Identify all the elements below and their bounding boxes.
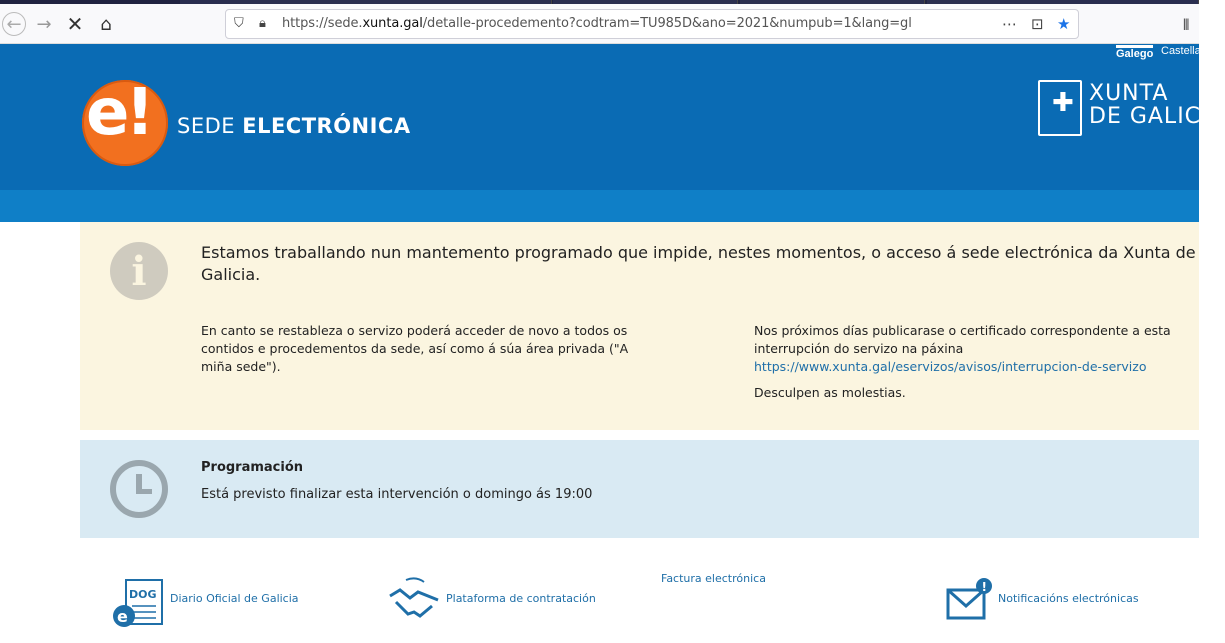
schedule-box [80,440,1199,538]
info-icon: i [110,242,168,300]
dog-icon[interactable] [112,578,166,628]
notice-left-text: En canto se restableza o servizo poderá acceder de novo a todos os contidos e procedementos da sede, así como á súa área privada ("A miña sede"). [201,323,629,374]
xunta-shield-icon[interactable]: ✚ [1038,80,1082,136]
sede-logo-icon[interactable]: e! [82,80,168,166]
clock-icon [110,460,168,518]
lang-galego[interactable]: Galego [1116,45,1153,60]
maintenance-notice [80,222,1199,430]
lock-icon[interactable]: 🔒︎ [259,16,266,31]
dog-link[interactable]: Diario Oficial de Galicia [170,592,299,605]
schedule-text: Está previsto finalizar esta intervención o domingo ás 19:00 [201,487,593,502]
svg-text:e: e [117,607,128,626]
bookmark-star-icon[interactable]: ★ [1057,15,1071,33]
notice-right-text: Nos próximos días publicarase o certificado correspondente a esta interrupción do servizo na páxina https://www.xunta.gal/eservizos/avisos/interrupcion-de-servizo [754,323,1171,374]
xunta-name[interactable]: XUNTA DE GALICIA [1089,81,1225,129]
factura-link[interactable]: Factura electrónica [661,572,766,585]
dog-badge: DOG [129,588,157,601]
apology-text: Desculpen as molestias. [754,385,906,400]
notice-heading: Estamos traballando nun mantemento programado que impide, nestes momentos, o acceso á sede electrónica da Xunta de Galicia. [201,243,1196,284]
shield-icon[interactable]: ⛉ [234,16,244,31]
pocket-icon[interactable]: ⊡ [1031,15,1044,33]
url-text[interactable]: https://sede.xunta.gal/detalle-procedemento?codtram=TU985D&ano=2021&numpub=1&lang=gl [282,16,912,31]
interruption-link[interactable]: https://www.xunta.gal/eservizos/avisos/interrupcion-de-servizo [754,359,1147,374]
library-icon[interactable]: ⫴ [1183,16,1190,34]
site-title[interactable]: SEDE ELECTRÓNICA [177,114,411,138]
svg-text:!: ! [981,580,987,594]
back-icon[interactable]: ← [2,12,26,36]
mail-icon[interactable] [946,578,994,622]
more-icon[interactable]: ⋯ [1002,15,1017,33]
lang-castellano[interactable]: Castellano [1161,45,1213,57]
schedule-title: Programación [201,460,304,475]
home-icon[interactable]: ⌂ [100,13,112,35]
handshake-icon[interactable] [388,576,440,624]
contratacion-link[interactable]: Plataforma de contratación [446,592,596,605]
url-bar[interactable] [225,9,1079,39]
notificacions-link[interactable]: Notificacións electrónicas [998,592,1139,605]
stop-icon[interactable]: ✕ [66,12,84,36]
browser-toolbar [0,4,1199,44]
forward-icon[interactable]: → [36,13,52,35]
header-strip [0,190,1199,222]
